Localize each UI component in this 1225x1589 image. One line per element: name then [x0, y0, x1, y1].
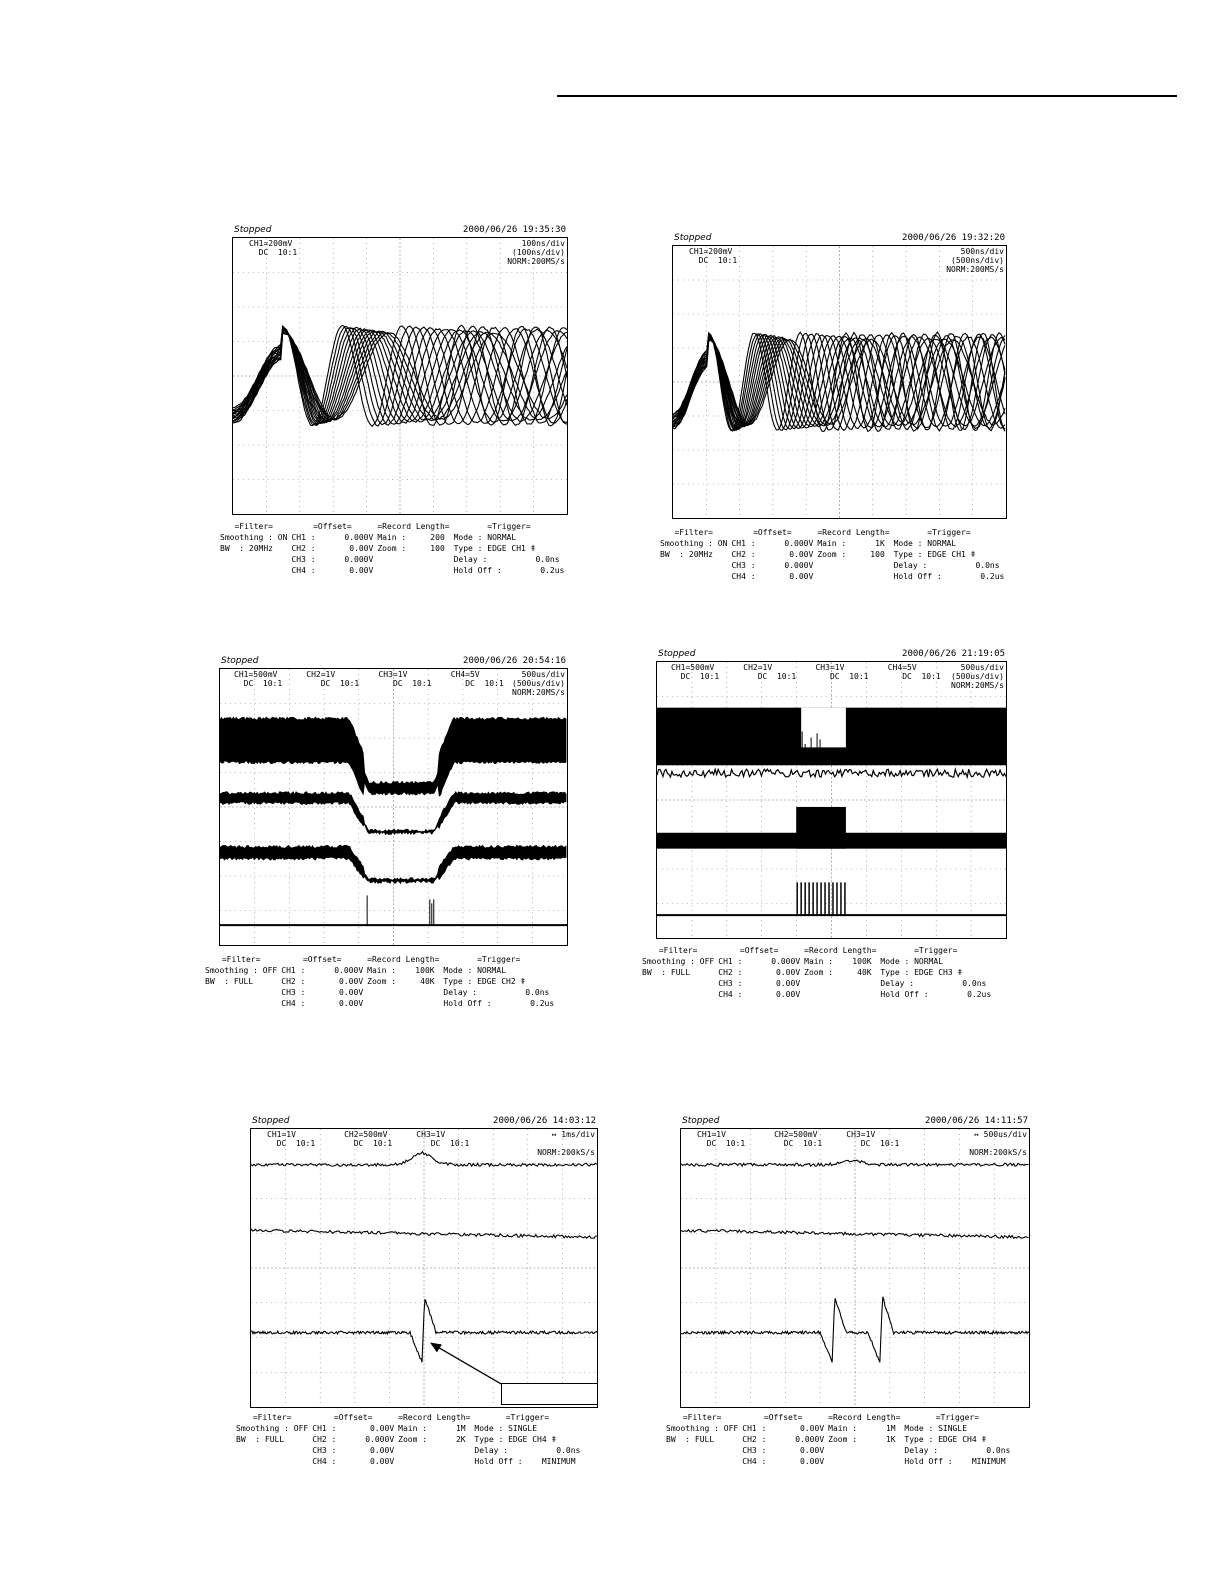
- footer-offset-line: =Offset=: [739, 946, 779, 955]
- footer-record-line: Zoom : 1K: [828, 1435, 896, 1444]
- status-label: Stopped: [252, 1116, 290, 1126]
- channel-settings: CH1=500mV CH2=1V CH3=1V CH4=5V DC 10:1 DC 10:1 DC 10:1 DC 10:1: [234, 670, 504, 688]
- status-label: Stopped: [221, 656, 259, 666]
- channel-settings: CH1=500mV CH2=1V CH3=1V CH4=5V DC 10:1 DC 10:1 DC 10:1 DC 10:1: [671, 663, 941, 681]
- timestamp: 2000/06/26 21:19:05: [902, 649, 1005, 659]
- footer-record-line: Zoom : 100: [377, 544, 445, 553]
- footer-trigger-line: =Trigger=: [505, 1413, 550, 1422]
- waveform-display: [656, 661, 1007, 939]
- waveform-display: [250, 1128, 598, 1408]
- footer-offset-line: CH4 : 0.00V: [731, 572, 814, 581]
- footer-trigger-line: Mode : SINGLE: [904, 1424, 968, 1433]
- status-label: Stopped: [234, 225, 272, 235]
- footer-offset-line: CH2 : 0.000V: [742, 1435, 825, 1444]
- footer-offset-line: CH1 : 0.000V: [731, 539, 814, 548]
- ch1-burst-gap: [801, 708, 846, 748]
- footer-trigger-line: =Trigger=: [914, 946, 958, 955]
- footer-filter-line: Smoothing : ON: [220, 533, 288, 542]
- annotation-arrowhead: [430, 1342, 442, 1352]
- footer-filter-line: Smoothing : ON: [660, 539, 728, 548]
- waveform-display: [672, 245, 1007, 519]
- footer-record-line: Zoom : 40K: [367, 977, 435, 986]
- footer-record-line: Main : 1K: [817, 539, 885, 548]
- footer-trigger-line: Type : EDGE CH4 ǂ: [904, 1435, 987, 1444]
- footer-filter-line: BW : FULL: [666, 1435, 715, 1444]
- footer-record-line: Main : 200: [377, 533, 445, 542]
- settings-footer: [642, 945, 995, 1000]
- footer-trigger-line: Delay : 0.0ns: [893, 561, 1000, 570]
- footer-offset-line: =Offset=: [302, 955, 342, 964]
- footer-offset-line: CH2 : 0.00V: [291, 544, 374, 553]
- footer-offset-line: =Offset=: [763, 1413, 803, 1422]
- footer-offset-line: CH1 : 0.000V: [281, 966, 364, 975]
- footer-trigger-line: Delay : 0.0ns: [880, 979, 987, 988]
- footer-filter-line: BW : FULL: [205, 977, 254, 986]
- footer-record-line: =Record Length=: [817, 528, 890, 537]
- footer-offset-line: CH4 : 0.00V: [312, 1457, 395, 1466]
- footer-filter-line: =Filter=: [682, 1413, 722, 1422]
- footer-trigger-line: Delay : 0.0ns: [453, 555, 560, 564]
- footer-filter-line: Smoothing : OFF: [205, 966, 278, 975]
- footer-offset-line: CH3 : 0.000V: [731, 561, 814, 570]
- scope-capture-3: [205, 654, 568, 1014]
- scope-capture-5: [236, 1114, 598, 1474]
- footer-offset-line: CH2 : 0.00V: [718, 968, 801, 977]
- footer-trigger-line: Hold Off : 0.2us: [443, 999, 555, 1008]
- footer-trigger-line: Hold Off : MINIMUM: [474, 1457, 576, 1466]
- footer-trigger-line: =Trigger=: [935, 1413, 980, 1422]
- timebase-settings: 500us/div (500us/div) NORM:20MS/s: [951, 663, 1004, 690]
- footer-offset-line: =Offset=: [753, 528, 792, 537]
- footer-offset-line: CH4 : 0.00V: [718, 990, 801, 999]
- footer-offset-line: CH3 : 0.000V: [291, 555, 374, 564]
- footer-trigger-line: Hold Off : 0.2us: [880, 990, 992, 999]
- scope-capture-4: [642, 647, 1007, 1007]
- annotation-arrow: [435, 1345, 502, 1384]
- waveform-display: [219, 668, 568, 946]
- footer-trigger-line: Mode : NORMAL: [880, 957, 944, 966]
- timestamp: 2000/06/26 14:11:57: [925, 1116, 1028, 1126]
- footer-offset-line: CH2 : 0.000V: [312, 1435, 395, 1444]
- timebase-settings: ↔ 1ms/div NORM:200kS/s: [537, 1130, 595, 1157]
- footer-record-line: =Record Length=: [804, 946, 877, 955]
- footer-record-line: Main : 1M: [398, 1424, 466, 1433]
- footer-record-line: =Record Length=: [828, 1413, 901, 1422]
- footer-offset-line: CH3 : 0.00V: [718, 979, 801, 988]
- settings-footer: [666, 1412, 1014, 1467]
- ch1-trace: [220, 717, 566, 796]
- footer-trigger-line: Type : EDGE CH1 ǂ: [453, 544, 536, 553]
- channel-settings: CH1=1V CH2=500mV CH3=1V DC 10:1 DC 10:1 DC 10:1: [267, 1130, 470, 1148]
- footer-offset-line: CH2 : 0.00V: [731, 550, 814, 559]
- timebase-settings: ↔ 500us/div NORM:200kS/s: [969, 1130, 1027, 1157]
- footer-record-line: =Record Length=: [377, 522, 450, 531]
- footer-offset-line: CH1 : 0.000V: [291, 533, 374, 542]
- settings-footer: [236, 1412, 584, 1467]
- footer-filter-line: BW : FULL: [642, 968, 691, 977]
- footer-trigger-line: Mode : SINGLE: [474, 1424, 538, 1433]
- footer-offset-line: CH3 : 0.00V: [281, 988, 364, 997]
- footer-record-line: Zoom : 100: [817, 550, 885, 559]
- scope-capture-1: [220, 223, 568, 593]
- footer-trigger-line: =Trigger=: [487, 522, 531, 531]
- channel-settings: CH1=200mV DC 10:1: [689, 247, 738, 265]
- settings-footer: [205, 954, 558, 1009]
- footer-trigger-line: Type : EDGE CH3 ǂ: [880, 968, 963, 977]
- footer-trigger-line: Hold Off : MINIMUM: [904, 1457, 1006, 1466]
- footer-trigger-line: =Trigger=: [927, 528, 971, 537]
- footer-trigger-line: Type : EDGE CH2 ǂ: [443, 977, 526, 986]
- waveform-display: [680, 1128, 1030, 1408]
- timestamp: 2000/06/26 20:54:16: [463, 656, 566, 666]
- channel-settings: CH1=1V CH2=500mV CH3=1V DC 10:1 DC 10:1 DC 10:1: [697, 1130, 900, 1148]
- footer-filter-line: Smoothing : OFF: [642, 957, 715, 966]
- status-label: Stopped: [658, 649, 696, 659]
- ch2-trace: [220, 792, 566, 835]
- footer-trigger-line: =Trigger=: [477, 955, 521, 964]
- waveform-display: [232, 237, 568, 515]
- footer-trigger-line: Delay : 0.0ns: [474, 1446, 581, 1455]
- timestamp: 2000/06/26 19:32:20: [902, 233, 1005, 243]
- footer-trigger-line: Hold Off : 0.2us: [453, 566, 565, 575]
- timestamp: 2000/06/26 19:35:30: [463, 225, 566, 235]
- footer-filter-line: Smoothing : OFF: [666, 1424, 739, 1433]
- timebase-settings: 100ns/div (100ns/div) NORM:200MS/s: [507, 239, 565, 266]
- channel-settings: CH1=200mV DC 10:1: [249, 239, 298, 257]
- footer-offset-line: CH4 : 0.00V: [742, 1457, 825, 1466]
- footer-trigger-line: Mode : NORMAL: [893, 539, 957, 548]
- footer-offset-line: CH3 : 0.00V: [312, 1446, 395, 1455]
- footer-trigger-line: Mode : NORMAL: [453, 533, 517, 542]
- footer-offset-line: CH4 : 0.00V: [291, 566, 374, 575]
- footer-filter-line: BW : FULL: [236, 1435, 285, 1444]
- footer-filter-line: =Filter=: [252, 1413, 292, 1422]
- timebase-settings: 500us/div (500us/div) NORM:20MS/s: [512, 670, 565, 697]
- scope-capture-6: [666, 1114, 1030, 1474]
- header-rule: [557, 95, 1177, 97]
- status-label: Stopped: [682, 1116, 720, 1126]
- footer-record-line: Main : 100K: [804, 957, 872, 966]
- footer-offset-line: CH1 : 0.00V: [742, 1424, 825, 1433]
- footer-offset-line: CH1 : 0.000V: [718, 957, 801, 966]
- footer-offset-line: =Offset=: [313, 522, 352, 531]
- settings-footer: [220, 521, 568, 576]
- annotation-box: [501, 1383, 598, 1405]
- footer-record-line: Zoom : 40K: [804, 968, 872, 977]
- footer-trigger-line: Type : EDGE CH4 ǂ: [474, 1435, 557, 1444]
- timestamp: 2000/06/26 14:03:12: [493, 1116, 596, 1126]
- footer-trigger-line: Type : EDGE CH1 ǂ: [893, 550, 976, 559]
- footer-trigger-line: Mode : NORMAL: [443, 966, 507, 975]
- ch3-burst: [796, 807, 846, 849]
- settings-footer: [660, 527, 1008, 582]
- scope-capture-2: [660, 231, 1007, 591]
- footer-offset-line: CH3 : 0.00V: [742, 1446, 825, 1455]
- footer-offset-line: CH2 : 0.00V: [281, 977, 364, 986]
- footer-filter-line: BW : 20MHz: [660, 550, 713, 559]
- footer-trigger-line: Delay : 0.0ns: [904, 1446, 1011, 1455]
- status-label: Stopped: [674, 233, 712, 243]
- footer-filter-line: =Filter=: [221, 955, 261, 964]
- footer-filter-line: Smoothing : OFF: [236, 1424, 309, 1433]
- timebase-settings: 500ns/div (500ns/div) NORM:200MS/s: [946, 247, 1004, 274]
- footer-record-line: Main : 1M: [828, 1424, 896, 1433]
- footer-record-line: Main : 100K: [367, 966, 435, 975]
- footer-trigger-line: Hold Off : 0.2us: [893, 572, 1005, 581]
- footer-trigger-line: Delay : 0.0ns: [443, 988, 550, 997]
- ch3-trace: [220, 845, 566, 883]
- footer-filter-line: =Filter=: [674, 528, 713, 537]
- footer-offset-line: =Offset=: [333, 1413, 373, 1422]
- footer-record-line: Zoom : 2K: [398, 1435, 466, 1444]
- footer-record-line: =Record Length=: [398, 1413, 471, 1422]
- footer-filter-line: BW : 20MHz: [220, 544, 273, 553]
- footer-filter-line: =Filter=: [234, 522, 273, 531]
- footer-offset-line: CH4 : 0.00V: [281, 999, 364, 1008]
- footer-record-line: =Record Length=: [367, 955, 440, 964]
- footer-filter-line: =Filter=: [658, 946, 698, 955]
- footer-offset-line: CH1 : 0.00V: [312, 1424, 395, 1433]
